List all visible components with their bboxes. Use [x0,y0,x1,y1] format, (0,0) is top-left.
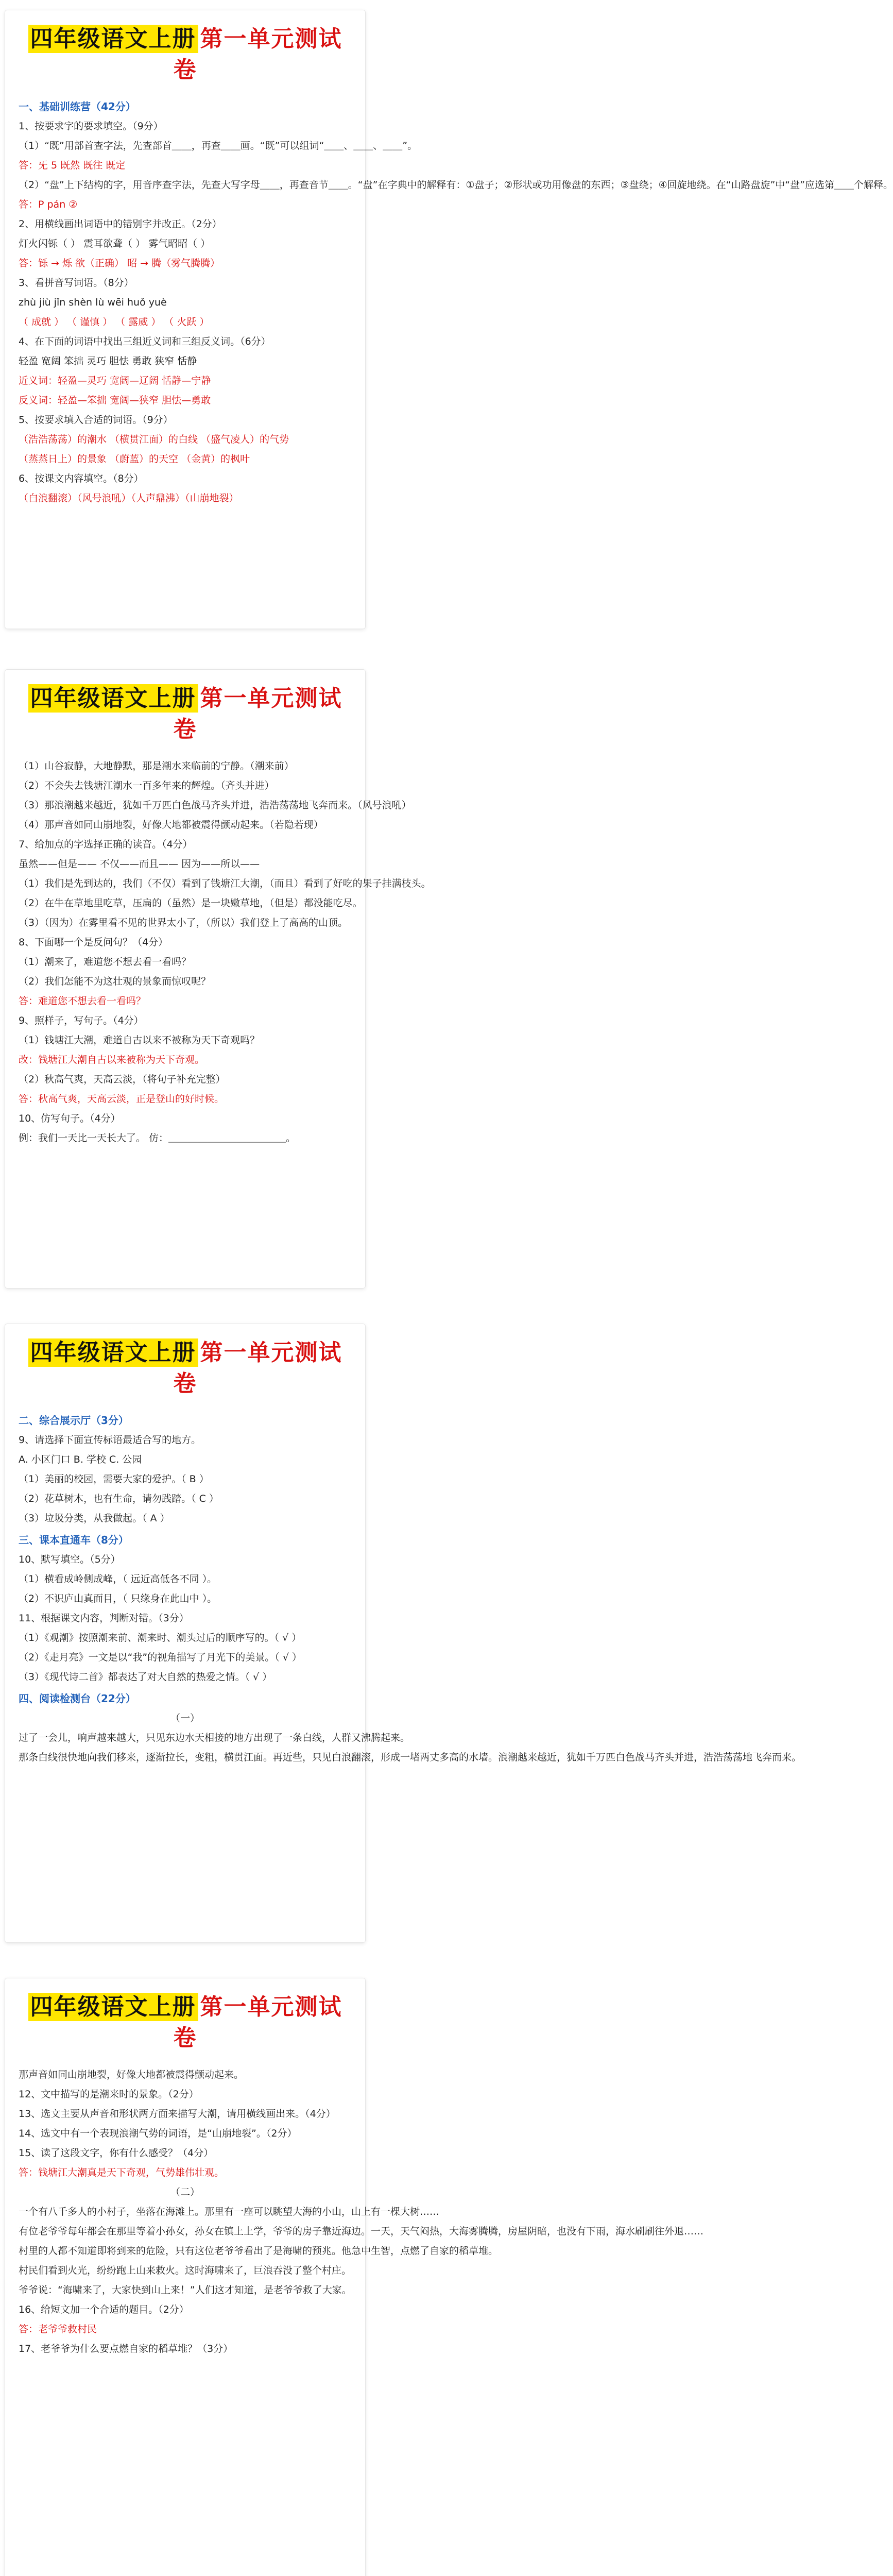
section-heading: 三、课本直通车（8分） [19,1534,129,1546]
question-line: 2、用横线画出词语中的错别字并改正。（2分） [19,218,222,230]
title-part-grade: 四年级语文上册 [28,25,198,53]
question-line: （2）秋高气爽，天高云淡，（将句子补充完整） [19,1074,226,1085]
question-line: 1、按要求字的要求填空。（9分） [19,121,163,132]
passage-marker: （二） [170,2187,200,2198]
question-line: 灯火闪铄（ ） 震耳欲聋（ ） 雾气昭昭（ ） [19,238,211,249]
answer-line: （蒸蒸日上）的景象 （蔚蓝）的天空 （金黄）的枫叶 [19,453,250,465]
question-line: 过了一会儿，响声越来越大，只见东边水天相接的地方出现了一条白线，人群又沸腾起来。 [19,1732,410,1743]
question-line: 爷爷说：“海啸来了，大家快到山上来！”人们这才知道，是老爷爷救了大家。 [19,2284,352,2296]
question-line: 6、按课文内容填空。（8分） [19,473,144,484]
question-line: 10、默写填空。（5分） [19,1554,121,1565]
question-line: 15、读了这段文字，你有什么感受？（4分） [19,2147,214,2159]
question-line: （1）潮来了，难道您不想去看一看吗？ [19,956,192,968]
title-part-unit: 第一单元测试卷 [173,685,342,742]
page-card-3 [5,1324,802,1942]
title-part-unit: 第一单元测试卷 [173,1994,342,2051]
question-line: （2）我们怎能不为这壮观的景象而惊叹呢？ [19,976,211,987]
question-line: 16、给短文加一个合适的题目。（2分） [19,2304,189,2315]
answer-line: 答：钱塘江大潮真是天下奇观，气势雄伟壮观。 [19,2167,225,2178]
title-part-unit: 第一单元测试卷 [173,1340,342,1397]
question-line: 有位老爷爷每年都会在那里等着小孙女，孙女在镇上上学，爷爷的房子靠近海边。一天，天气闷热，大海雾腾腾，房屋阴暗，也没有下雨，海水刷刷往外退…… [19,2226,704,2237]
question-line: （1）“既”用部首查字法，先查部首＿＿，再查＿＿画。“既”可以组词“＿＿、＿＿、＿＿”。 [19,140,418,151]
question-line: 4、在下面的词语中找出三组近义词和三组反义词。（6分） [19,336,271,347]
page-title [19,683,352,745]
page-card-1 [5,10,893,629]
question-line: （3）那浪潮越来越近，犹如千万匹白色战马齐头并进，浩浩荡荡地飞奔而来。（风号浪吼） [19,800,411,811]
answer-line: 改：钱塘江大潮自古以来被称为天下奇观。 [19,1054,205,1065]
page-lines [19,97,893,508]
question-line: 那条白线很快地向我们移来，逐渐拉长，变粗，横贯江面。再近些，只见白浪翻滚，形成一堵两丈多高的水墙。浪潮越来越近，犹如千万匹白色战马齐头并进，浩浩荡荡地飞奔而来。 [19,1752,802,1763]
question-line: （2）在牛在草地里吃草，压扁的（虽然）是一块嫩草地，（但是）都没能吃尽。 [19,897,363,909]
answer-line: 答：旡 5 既然 既往 既定 [19,160,126,171]
question-line: 村里的人都不知道即将到来的危险，只有这位老爷爷看出了是海啸的预兆。他急中生智，点燃了自家的稻草堆。 [19,2245,499,2257]
question-line: 例：我们一天比一天长大了。 仿：＿＿＿＿＿＿＿＿＿＿＿＿。 [19,1132,296,1144]
question-line: 13、选文主要从声音和形状两方面来描写大潮，请用横线画出来。（4分） [19,2108,336,2120]
passage-marker: （一） [170,1713,200,1724]
page-lines [19,756,431,1148]
page-card-2 [5,670,431,1288]
question-line: （1）《观潮》按照潮来前、潮来时、潮头过后的顺序写的。（ √ ） [19,1632,302,1643]
question-line: 轻盈 宽阔 笨拙 灵巧 胆怯 勇敢 狭窄 恬静 [19,355,197,367]
question-line: （2）不识庐山真面目，（ 只缘身在此山中 ）。 [19,1593,217,1604]
answer-line: 答：秋高气爽，天高云淡，正是登山的好时候。 [19,1093,225,1105]
question-line: 一个有八千多人的小村子，坐落在海滩上。那里有一座可以眺望大海的小山，山上有一棵大树…… [19,2206,440,2217]
answer-line: （ 成就 ） （ 谨慎 ） （ 露威 ） （ 火跃 ） [19,316,210,328]
page-card-4 [5,1978,704,2576]
question-line: 9、请选择下面宣传标语最适合写的地方。 [19,1434,201,1446]
question-line: 村民们看到火光，纷纷跑上山来救火。这时海啸来了，巨浪吞没了整个村庄。 [19,2265,352,2276]
question-line: 那声音如同山崩地裂，好像大地都被震得颤动起来。 [19,2069,244,2080]
answer-line: 近义词：轻盈—灵巧 宽阔—辽阔 恬静—宁静 [19,375,211,386]
question-line: 12、文中描写的是潮来时的景象。（2分） [19,2089,199,2100]
question-line: （1）钱塘江大潮，难道自古以来不被称为天下奇观吗？ [19,1035,260,1046]
question-line: 8、下面哪一个是反问句？（4分） [19,937,168,948]
question-line: （4）那声音如同山崩地裂，好像大地都被震得颤动起来。（若隐若现） [19,819,323,831]
question-line: （3）（因为）在雾里看不见的世界太小了，（所以）我们登上了高高的山顶。 [19,917,348,928]
answer-line: 答：难道您不想去看一看吗？ [19,995,146,1007]
answer-line: 答：P pán ② [19,199,78,210]
title-part-unit: 第一单元测试卷 [173,26,342,83]
question-line: 9、照样子，写句子。（4分） [19,1015,144,1026]
question-line: （2）《走月亮》一文是以“我”的视角描写了月光下的美景。（ √ ） [19,1652,302,1663]
question-line: A. 小区门口 B. 学校 C. 公园 [19,1454,142,1465]
question-line: 虽然——但是—— 不仅——而且—— 因为——所以—— [19,858,260,870]
question-line: 14、选文中有一个表现浪潮气势的词语，是“山崩地裂”。（2分） [19,2128,297,2139]
page-title [19,1337,352,1399]
title-part-grade: 四年级语文上册 [28,1338,198,1367]
question-line: （3）《现代诗二首》都表达了对大自然的热爱之情。（ √ ） [19,1671,272,1683]
question-line: （2）花草树木，也有生命，请勿践踏。（ C ） [19,1493,219,1504]
section-heading: 四、阅读检测台（22分） [19,1692,136,1705]
question-line: 17、老爷爷为什么要点燃自家的稻草堆？（3分） [19,2343,233,2354]
question-line: 7、给加点的字选择正确的读音。（4分） [19,839,193,850]
question-line: zhù jiù jǐn shèn lù wēi huǒ yuè [19,297,167,308]
question-line: （1）我们是先到达的，我们（不仅）看到了钱塘江大潮，（而且）看到了好吃的果子挂满枝头。 [19,878,431,889]
question-line: 5、按要求填入合适的词语。（9分） [19,414,173,426]
answer-line: （白浪翻滚）（风号浪吼）（人声鼎沸）（山崩地裂） [19,493,239,504]
question-line: （1）美丽的校园，需要大家的爱护。（ B ） [19,1473,209,1485]
answer-line: 反义词：轻盈—笨拙 宽阔—狭窄 胆怯—勇敢 [19,395,211,406]
question-line: 11、根据课文内容，判断对错。（3分） [19,1613,189,1624]
page-title [19,24,352,86]
section-heading: 二、综合展示厅（3分） [19,1414,129,1427]
page-lines [19,2065,704,2359]
question-line: （1）山谷寂静，大地静默，那是潮水来临前的宁静。（潮来前） [19,760,294,772]
question-line: （2）不会失去钱塘江潮水一百多年来的辉煌。（齐头并进） [19,780,274,791]
answer-line: 答：老爷爷救村民 [19,2324,97,2335]
question-line: （2）“盘”上下结构的字，用音序查字法，先查大写字母＿＿，再查音节＿＿。“盘”在字典中的解释有：①盘子；②形状或功用像盘的东西；③盘绕；④回旋地绕。在“山路盘旋”中“盘”应选第＿＿个解释。 [19,179,893,191]
page-lines [19,1411,802,1767]
answer-line: 答：铄 → 烁 欲（正确） 昭 → 腾（雾气腾腾） [19,258,220,269]
question-line: 3、看拼音写词语。（8分） [19,277,134,289]
question-line: 10、仿写句子。（4分） [19,1113,121,1124]
page-title [19,1992,352,2054]
question-line: （3）垃圾分类，从我做起。（ A ） [19,1513,170,1524]
answer-line: （浩浩荡荡）的潮水 （横贯江面）的白线 （盛气凌人）的气势 [19,434,289,445]
title-part-grade: 四年级语文上册 [28,1993,198,2021]
question-line: （1）横看成岭侧成峰，（ 远近高低各不同 ）。 [19,1573,217,1585]
section-heading: 一、基础训练营（42分） [19,100,136,113]
title-part-grade: 四年级语文上册 [28,684,198,713]
